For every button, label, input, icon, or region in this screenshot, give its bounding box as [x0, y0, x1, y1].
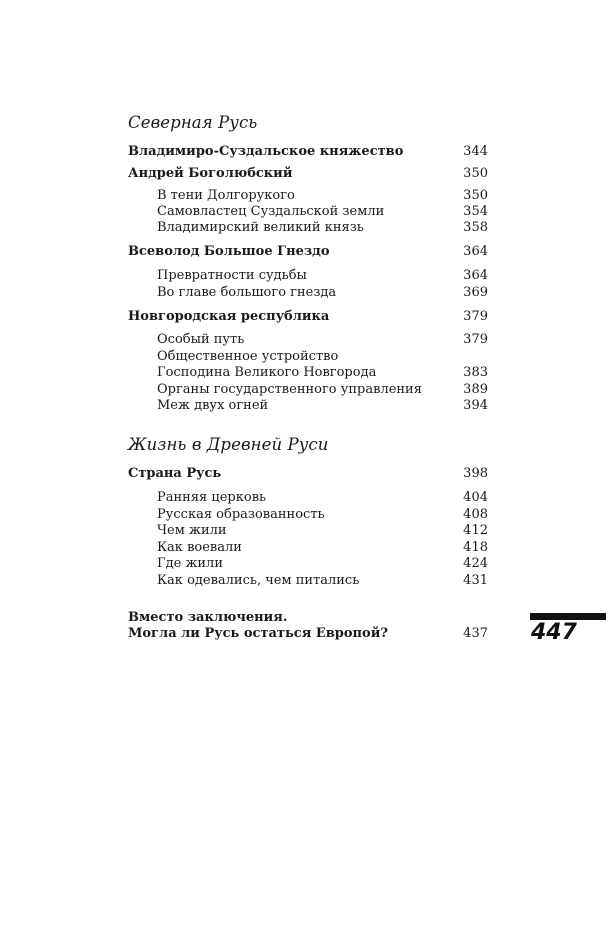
- toc-subentry-page: 431: [463, 573, 488, 588]
- toc-subentry-label: Превратности судьбы: [157, 268, 307, 283]
- toc-subentry-label: Общественное устройство: [157, 349, 339, 364]
- toc-entry-page: 379: [463, 309, 488, 324]
- toc-subentry-label: Русская образованность: [157, 507, 325, 522]
- toc-subentry-label: Господина Великого Новгорода: [157, 365, 377, 380]
- toc-subentry-page: 350: [463, 188, 488, 203]
- toc-entry-page: 350: [463, 166, 488, 181]
- toc-subentry-label: Чем жили: [157, 523, 227, 538]
- section-title: Жизнь в Древней Руси: [128, 435, 329, 454]
- toc-subentry-page: 364: [463, 268, 488, 283]
- toc-subentry-label: В тени Долгорукого: [157, 188, 295, 203]
- toc-entry-page: 364: [463, 244, 488, 259]
- page-number: 447: [531, 620, 577, 645]
- toc-entry-label: Владимиро-Суздальское княжество: [128, 144, 404, 159]
- toc-subentry-label: Как воевали: [157, 540, 242, 555]
- toc-subentry-label: Владимирский великий князь: [157, 220, 364, 235]
- toc-subentry-label: Во главе большого гнезда: [157, 285, 337, 300]
- toc-subentry-page: 394: [463, 398, 488, 413]
- toc-entry-page: 344: [463, 144, 488, 159]
- toc-subentry-page: 358: [463, 220, 488, 235]
- folio-bar: [530, 613, 606, 620]
- toc-entry-label: Страна Русь: [128, 466, 222, 481]
- toc-subentry-page: 408: [463, 507, 488, 522]
- toc-subentry-label: Самовластец Суздальской земли: [157, 204, 385, 219]
- toc-entry-label: Новгородская республика: [128, 309, 330, 324]
- toc-subentry-page: 389: [463, 382, 488, 397]
- toc-subentry-label: Как одевались, чем питались: [157, 573, 360, 588]
- conclusion-page: 437: [463, 626, 488, 641]
- toc-entry-label: Всеволод Большое Гнездо: [128, 244, 330, 259]
- toc-subentry-page: 369: [463, 285, 488, 300]
- toc-entry-label: Андрей Боголюбский: [128, 166, 293, 181]
- conclusion-label-line1: Вместо заключения.: [128, 610, 288, 625]
- section-title: Северная Русь: [128, 113, 258, 132]
- toc-subentry-page: 412: [463, 523, 488, 538]
- toc-subentry-label: Меж двух огней: [157, 398, 269, 413]
- toc-entry-page: 398: [463, 466, 488, 481]
- conclusion-label-line2: Могла ли Русь остаться Европой?: [128, 626, 388, 641]
- toc-subentry-page: 424: [463, 556, 488, 571]
- toc-subentry-label: Органы государственного управления: [157, 382, 422, 397]
- toc-subentry-label: Где жили: [157, 556, 223, 571]
- toc-subentry-page: 383: [463, 365, 488, 380]
- toc-subentry-page: 379: [463, 332, 488, 347]
- toc-subentry-page: 354: [463, 204, 488, 219]
- toc-subentry-page: 418: [463, 540, 488, 555]
- toc-subentry-label: Особый путь: [157, 332, 245, 347]
- toc-subentry-label: Ранняя церковь: [157, 490, 267, 505]
- toc-subentry-page: 404: [463, 490, 488, 505]
